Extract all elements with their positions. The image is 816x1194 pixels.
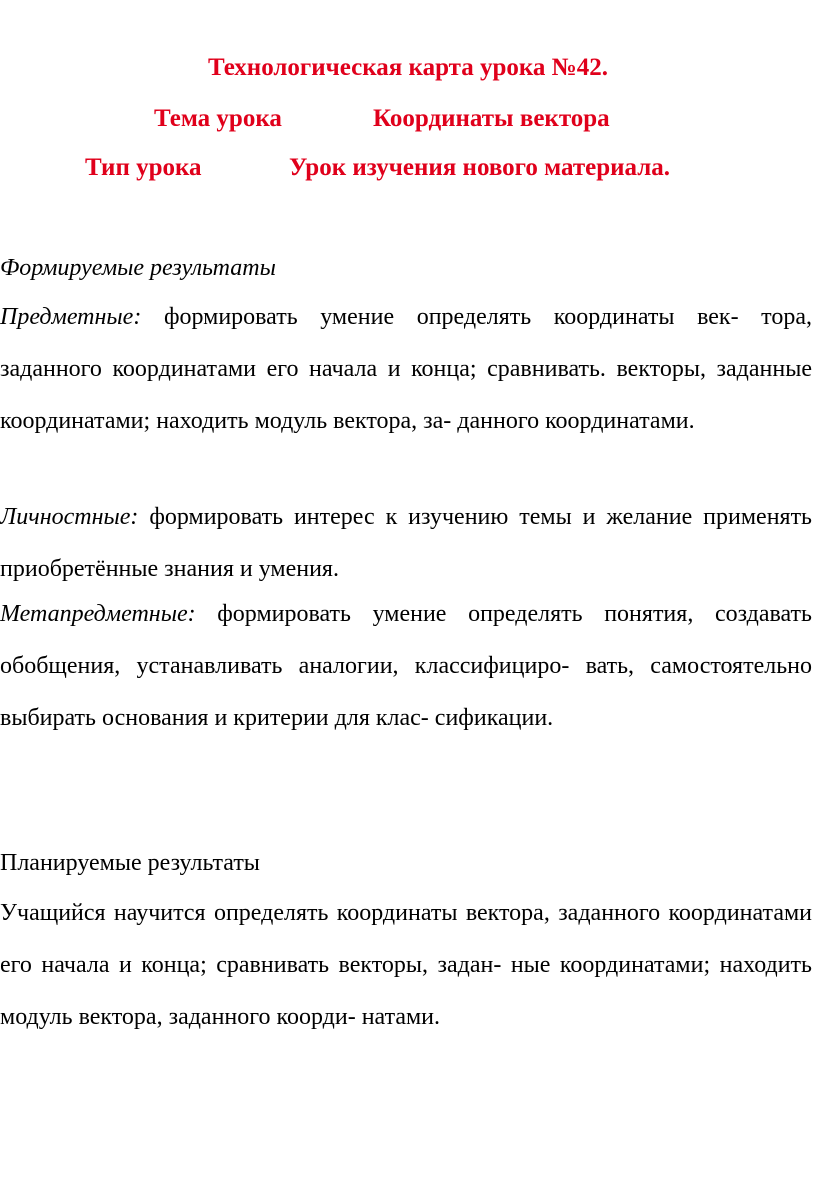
topic-value: Координаты вектора — [373, 105, 610, 132]
topic-label: Тема урока — [154, 105, 282, 132]
personal-results-text: формировать интерес к изучению темы и желание применять приобретённые знания и умения. — [0, 504, 813, 582]
lesson-type-value: Урок изучения нового материала. — [289, 154, 671, 181]
personal-results-label: Личностные: — [0, 504, 139, 530]
lesson-type-label: Тип урока — [85, 154, 202, 181]
meta-results-label: Метапредметные: — [0, 601, 196, 627]
planned-results-heading: Планируемые результаты — [0, 850, 260, 876]
formed-results-heading: Формируемые результаты — [0, 255, 276, 281]
document-title: Технологическая карта урока №42. — [207, 54, 609, 81]
subject-results-paragraph — [0, 291, 812, 447]
subject-results-text: формировать умение определять координаты век- тора, заданного координатами его начала и конца; сравнивать. векторы, заданные координатами; находить модуль вектора, за- данного координатами. — [0, 304, 813, 434]
meta-results-paragraph — [0, 588, 812, 744]
personal-results-paragraph — [0, 491, 812, 595]
meta-results-text: формировать умение определять понятия, создавать обобщения, устанавливать аналогии, классифициро- вать, самостоятельно выбирать основания и критерии для клас- сификации. — [0, 601, 812, 731]
subject-results-label: Предметные: — [0, 304, 142, 330]
planned-results-text: Учащийся научится определять координаты вектора, заданного координатами его начала и конца; сравнивать векторы, задан- ные координатами; находить модуль вектора, заданного коорди- натами. — [0, 900, 812, 1030]
